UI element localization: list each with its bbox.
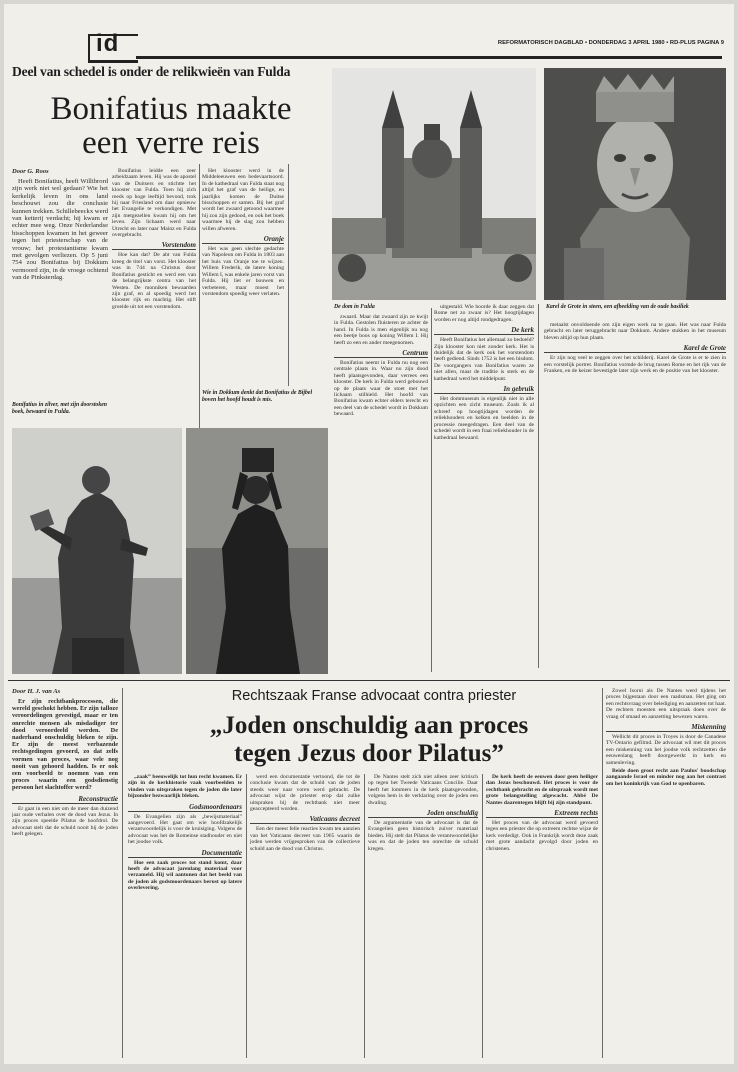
article1-column-4 — [334, 314, 428, 658]
article2-headline-line2: tegen Jezus door Pilatus” — [234, 740, 504, 767]
article2-col4-text: De Nantes stelt zich niet alleen zeer kritisch op tegen het Tweede Vaticaans Concilie. Daar heeft het lommers in de kerk plaatsgevonden, volgens hem is de verklaring over de joden een dwaling. — [368, 774, 478, 806]
article1-col5-text: uitgestald. Wie hoorde ik daar zeggen dat Rome net zo zwaar is? Het hoogtijdagen worden er nog altijd rondgedragen. — [434, 304, 534, 323]
masthead-bar — [136, 56, 722, 59]
article1-subhead-karel: Karel de Grote — [544, 344, 726, 353]
article2-column-5 — [486, 774, 598, 1058]
article2-column-2 — [128, 774, 242, 1058]
article1-headline-line2: een verre reis — [82, 125, 260, 161]
article2-headline — [132, 712, 606, 768]
article2-closing-text: Beide doen groot recht aan Paulus' boodschap aangaande Israel en minder nog aan het contrast om het koninkrijk van God te openbaren. — [606, 768, 726, 787]
article1-column-2 — [112, 168, 196, 424]
article1-caption-dokkum: Wie in Dokkum denkt dat Bonifatius de Bijbel boven het hoofd houdt is mis. — [202, 390, 313, 403]
article1-column-6 — [544, 322, 726, 672]
masthead-logo-text: id — [96, 30, 120, 57]
article1-kicker: Deel van schedel is onder de relikwieën van Fulda — [12, 64, 291, 79]
article1-col2-text: Bonifatius leidde een zeer arbeidzaam leven. Hij was de apostel van de Duitsers en stichtte het klooster van Fulda. Toen hij zich reeds op hoge leeftijd bevond, trok hij naar Friesland om daar opnieuw het Evangelie te verkondigen. Met zijn metgezellen kwam hij om het leven. Zijn lichaam werd naar Utrecht en later naar Mainz en Fulda overgebracht. — [112, 168, 196, 239]
article1-caption-bonifatius-silver: Bonifatius in zilver, met zijn doorstoken boek, bewaard in Fulda. — [12, 402, 108, 415]
article1-col4-text: zwaard. Maar dat zwaard zijn ze kwijt in Fulda. Gestolen fluisteren ze achter de hand. In Fulda is men eigenlijk nu nog een beetje boos op koning Willem I. Hij heeft zo een en ander meegenomen. — [334, 314, 428, 346]
article1-column-5 — [434, 304, 534, 668]
article2-column-3 — [250, 774, 360, 1058]
article1-subhead-gebruik: In gebruik — [434, 385, 534, 394]
article2-column-4 — [368, 774, 478, 1058]
article2-onschuld-text: De argumentatie van de advocaat is dat de Evangelien geen historisch zuiver materiaal bieden. Hij stelt dat Pilatus de verantwoordelijke was en dat de joden ten onrechte de schuld kregen. — [368, 820, 478, 852]
article2-godsmoord-text: De Evangelien zijn als „bewijsmateriaal” aangevoerd. Het gaat om wie hoofdzakelijk verantwoordelijk is voor de kruisiging. Volgens de advocaat was het de Romeinse stadhouder en niet het joodse volk. — [128, 813, 242, 846]
photo-dom-fulda — [332, 68, 536, 300]
article1-column-3 — [202, 168, 284, 390]
article2-subhead-godsmoord: Godsmoordenaars — [128, 803, 242, 812]
photo-karel-de-grote — [544, 68, 726, 300]
article2-col5-text: De kerk heeft de eeuwen door geen heiliger dan Jezus beschouwd. Het proces is voor de rechtbank gebracht en de uitspraak wordt met grote belangstelling afgewacht. Ahbé De Nantes daarentegen blijft bij zijn standpunt. — [486, 774, 598, 806]
article2-subhead-onschuld: Joden onschuldig — [368, 809, 478, 818]
article1-subhead-vorstendom: Vorstendom — [112, 241, 196, 250]
article1-caption-karel: Karel de Grote in steen, een afbeelding van de oude basiliek — [546, 304, 689, 310]
article2-documentatie-text: Hoe een zaak proces tot stand komt, daar heeft de advocaat jarenlang materiaal voor verzameld. Hij wil aantonen dat het beeld van de joden als godsmoordenaars berust op latere overlevering. — [128, 859, 242, 892]
article2-subhead-reconstructie: Reconstructie — [12, 795, 118, 804]
article2-headline-line1: „Joden onschuldig aan proces — [209, 712, 529, 739]
dateline: REFORMATORISCH DAGBLAD • DONDERDAG 3 APRIL 1980 • RD-PLUS PAGINA 9 — [497, 40, 724, 46]
newspaper-page — [4, 4, 734, 1064]
article1-subhead-oranje: Oranje — [202, 235, 284, 244]
article1-column-1 — [12, 168, 108, 430]
masthead-logo — [88, 30, 138, 63]
article2-col3-text: werd een documentatie vertoond, die tot de conclusie kwam dat de schuld van de joden steeds weer naar voren werd gebracht. De advocaat wijst de priester erop dat zulke uitspraken bij de rechtbank niet meer geaccepteerd worden. — [250, 774, 360, 813]
article1-kerk-text: Heeft Bonifatius het allemaal zo bedoeld? Zijn klooster kon niet zonder kerk. Het is duidelijk dat de kerk ook het vorstendom heeft gediend. Sinds 1752 is het een bisdom. De voorgangers van Bonifatius waren ze niet allen, maar de traditie is sterk en de kathedraal werd het middelpunt. — [434, 337, 534, 382]
article1-karel-text: Er zijn nog veel te zeggen over het schilderij. Karel de Grote is er te zien in een vorstelijk portret. Bonifatius vormde de brug tussen Rome en het rijk van de Franken, en de keizer bevestigde later zijn werk en de positie van het klooster. — [544, 355, 726, 375]
article2-reconstructie-text: Er gaat in een niet om de meer dan duizend jaar oude verhalen over de dood van Jezus. In zijn proces speelde Pilatus de hoofdrol. De advocaat stelt dat de schuld nooit bij de joden heeft gelegen. — [12, 805, 118, 838]
article2-col1-text: Er zijn rechtbankprocessen, die wereld geschokt hebben. Er zijn talloze veroordelingen gevestigd, maar er ten onrechte mensen als misdadiger ter dood veroordeeld werden. De naderhand onschuldig bleken te zijn. Er zijn de meest verbazende rechtsgedingen gevoerd, zo dat zelfs vormen van proces, waar vele nog nooit van gehoord hadden. Is er ook een voorbeeld te noemen van een proces waarin een godsdienstig persoon het slachtoffer werd? — [12, 698, 118, 792]
article2-col2-text: „zaak” beeuwelijk tot hun recht kwamen. Er zijn in de kerkhistorie vaak voorbeelden te vinden van uitspraken tegen de joden die later bijzonder bezwaarlijk bleken. — [128, 774, 242, 800]
article2-subhead-extreem: Extreem rechts — [486, 809, 598, 818]
article1-col1-text: Heeft Bonifatius, heeft Willibrord zijn werk niet wel gedaan? Wie het kerkelijk leven in ons land beschouwt zou die conclusie kunnen trekken. Schillebeeckx werd van ketterij verdacht; hij kwam er echter mee weg. Onze Nederlandse bisschoppen kwamen in het geweer tegen het priesterschap van de vrouw; het protestantisme kwam met gevolgen verliezen. Op 5 juni 754 zou Bonifatius bij Dokkum vermoord zijn, in de vroege ochtend van de Pinksterdag. — [12, 178, 108, 282]
article2-byline: Door H. J. van As — [12, 688, 61, 695]
article1-oranje-text: Het was geen slechte gedachte van Napoleon om Fulda in 1803 aan het huis van Oranje toe te wijzen. Willem Frederik, de latere koning Willem I, was enkele jaren vorst van Fulda. Hij liet er bouwen en verbeteren, maar moest het vorstendom spoedig weer verlaten. — [202, 246, 284, 297]
article2-subhead-miskenning: Miskenning — [606, 723, 726, 732]
article1-col6-text: metaalst onvoldoende om zijn eigen werk na te gaan. Het was naar Fulda gebracht en later teruggebracht naar Dokkum. Andere stukken in het museum bleven altijd op hun plaats. — [544, 322, 726, 341]
article1-byline: Door G. Roos — [12, 168, 49, 175]
article1-vorstendom-text: Hoe kan dat? De abt van Fulda kreeg de titel van vorst. Het klooster was in 744 na Christus door Bonifatius gesticht en werd een van de belangrijkste centra van het Westen. De monniken bewaarden zijn graf, en al spoedig werd het klooster rijk en machtig. Het stift groeide uit tot een vorstendom. — [112, 252, 196, 310]
article2-subhead-documentatie: Documentatie — [128, 849, 242, 858]
article2-kicker: Rechtszaak Franse advocaat contra priester — [231, 688, 517, 704]
article2-extreem-text: Het proces van de advocaat werd gevoerd tegen een priester die op extreem rechtse wijze de kerk verdedigt. Ook in Frankrijk wordt deze zaak met grote aandacht gevolgd door joden en christenen. — [486, 820, 598, 852]
article2-subhead-vaticaans: Vaticaans decreet — [250, 815, 360, 824]
article2-column-6 — [606, 688, 726, 1058]
article1-headline-line1: Bonifatius maakte — [50, 91, 292, 127]
article1-headline — [16, 92, 326, 160]
article2-vaticaans-text: Een der meest felle reacties kwam ten aanzien van het Vaticaans decreet van 1965 waarin de joden werden vrijgesproken van de collectieve schuld aan de dood van Christus. — [250, 826, 360, 852]
photo-bonifatius-bible — [186, 428, 328, 674]
article1-subhead-centrum: Centrum — [334, 349, 428, 358]
photo-bonifatius-statue — [12, 428, 182, 674]
article1-gebruik-text: Het dommuseum is eigenlijk niet in alle opzichten een zicht museum. Zoals ik al schreef op hoogtijdagen worden de reliekhouders en kelken en beelden in de processie meegedragen. Een deel van de schedel wordt in een fraai reliekhouder in de kathedraal bewaard. — [434, 396, 534, 441]
article2-column-1 — [12, 688, 118, 1058]
article2-miskenning-text: Wellicht dit proces in Troyes is door de Canadese TV-Ontario gefilmd. De advocaat wil met dit proces een miskenning van het joodse volk rechtzetten die eeuwenlang heeft doorgewerkt in kerk en samenleving. — [606, 734, 726, 766]
article1-caption-dom: De dom in Fulda — [334, 304, 375, 310]
article1-subhead-kerk: De kerk — [434, 326, 534, 335]
article1-centrum-text: Bonifatius neemt in Fulda nu nog een centrale plaats in. Waar nu zijn dood heeft plaatsgevonden, daar verrees een klooster. De kerk in Fulda werd gebouwd op de plaats waar de stoet met het lichaam stilhield. Het hoofd van Bonifatius kwam echter elders terecht en een deel van de schedel wordt in Dokkum bewaard. — [334, 360, 428, 418]
article2-col6-text: Zowel Isorni als De Nantes werd tijdens het proces bijgestaan door een raadsman. Het ging om een rechtsvraag over belediging en aanzetten tot haat. De rechters moesten een uitspraak doen over de vraag of smaad en aanzetting bewezen waren. — [606, 688, 726, 720]
article1-col3-text: Het klooster werd in de Middeleeuwen een bedevaartsoord. In de kathedraal van Fulda staat nog altijd het graf van de heilige, en jaarlijks komen de Duitse bisschoppen er samen. Bij het graf wordt het zwaard getoond waarmee hij zou zijn gedood, en ook het boek waarmee hij de slag zou hebben willen afweren. — [202, 168, 284, 232]
